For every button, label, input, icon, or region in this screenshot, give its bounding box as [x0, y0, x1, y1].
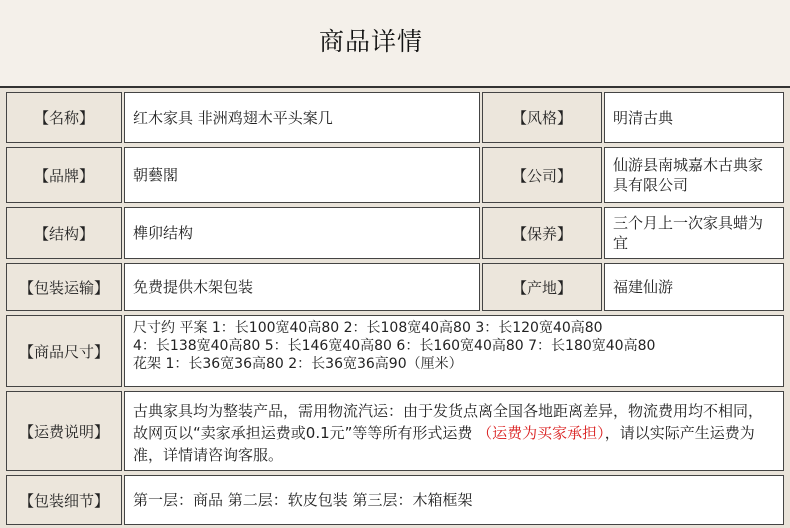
name-label: 【名称】 [6, 92, 122, 143]
size-line-2: 4：长138宽40高80 5：长146宽40高80 6：长160宽40高80 7：长180宽40高80 [133, 338, 656, 354]
name-value: 红木家具 非洲鸡翅木平头案几 [124, 92, 480, 143]
structure-value: 榫卯结构 [124, 207, 480, 259]
product-details-table [0, 86, 790, 528]
freight-label: 【运费说明】 [6, 391, 122, 471]
origin-label: 【产地】 [482, 263, 602, 311]
page-title: 商品详情 [318, 27, 423, 56]
brand-label: 【品牌】 [6, 147, 122, 203]
freight-value [124, 391, 784, 471]
size-value [124, 315, 784, 387]
shipping-pack-value: 免费提供木架包装 [124, 263, 480, 311]
company-label: 【公司】 [482, 147, 602, 203]
style-value: 明清古典 [604, 92, 784, 143]
packing-detail-label: 【包装细节】 [6, 475, 122, 525]
packing-detail-value: 第一层：商品 第二层：软皮包装 第三层：木箱框架 [124, 475, 784, 525]
freight-text-buyer-pays: （运费为买家承担） [477, 424, 605, 442]
care-label: 【保养】 [482, 207, 602, 259]
origin-value: 福建仙游 [604, 263, 784, 311]
freight-text-end: ，请以实际产生运费为准，详情请咨询客服。 [133, 424, 755, 464]
brand-value: 朝藝閣 [124, 147, 480, 203]
structure-label: 【结构】 [6, 207, 122, 259]
style-label: 【风格】 [482, 92, 602, 143]
shipping-pack-label: 【包装运输】 [6, 263, 122, 311]
size-label: 【商品尺寸】 [6, 315, 122, 387]
size-line-1: 尺寸约 平案 1：长100宽40高80 2：长108宽40高80 3：长120宽40高80 [133, 320, 603, 336]
freight-text-main: 古典家具均为整装产品，需用物流汽运：由于发货点离全国各地距离差异，物流费用均不相同，故网页以“卖家承担运费或0.1元”等等所有形式运费 [133, 402, 764, 442]
care-value: 三个月上一次家具蜡为宜 [604, 207, 784, 259]
company-value: 仙游县南城嘉木古典家具有限公司 [604, 147, 784, 203]
size-line-3: 花架 1：长36宽36高80 2：长36宽36高90（厘米） [133, 356, 463, 372]
